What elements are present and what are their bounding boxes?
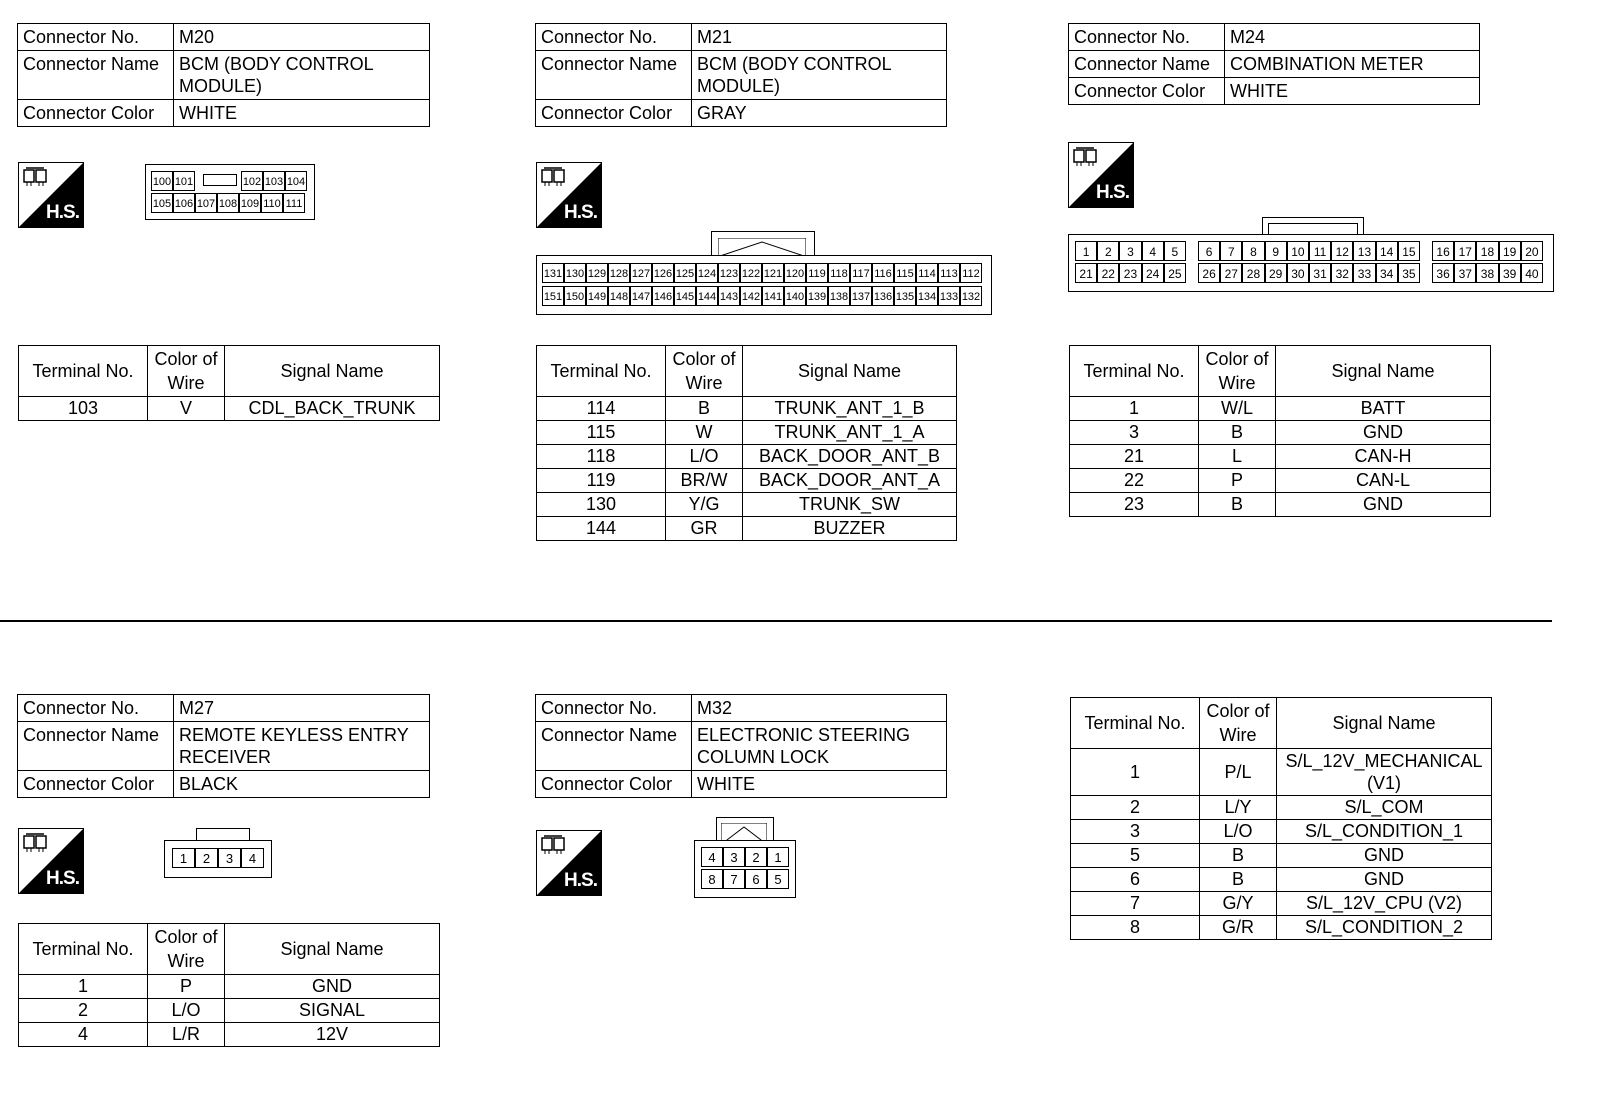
terminal-wire-cell: L/Y <box>1200 796 1277 820</box>
header-terminal-no: Terminal No. <box>537 346 666 397</box>
pin: 104 <box>285 171 307 191</box>
terminal-wire-cell: B <box>1200 844 1277 868</box>
label-connector-name: Connector Name <box>536 51 692 100</box>
header-signal-name: Signal Name <box>225 924 440 975</box>
pin: 144 <box>696 286 718 306</box>
header-color-of-wire: Color of Wire <box>148 924 225 975</box>
terminal-no-cell: 3 <box>1070 421 1199 445</box>
terminal-no-cell: 23 <box>1070 493 1199 517</box>
pin: 125 <box>674 263 696 283</box>
pin: 120 <box>784 263 806 283</box>
pin: 25 <box>1164 263 1186 283</box>
pin: 2 <box>195 848 218 868</box>
pin: 36 <box>1432 263 1454 283</box>
pin: 8 <box>701 869 723 889</box>
terminal-wire-cell: P/L <box>1200 749 1277 796</box>
terminal-signal-cell: BACK_DOOR_ANT_B <box>743 445 957 469</box>
connector-color-value: WHITE <box>692 771 947 798</box>
pin: 108 <box>217 193 239 213</box>
terminal-signal-cell: GND <box>1276 421 1491 445</box>
terminal-wire-cell: B <box>666 397 743 421</box>
pin: 13 <box>1353 241 1375 261</box>
pin: 116 <box>872 263 894 283</box>
terminal-table-m27 <box>18 923 440 1047</box>
terminal-wire-cell: Y/G <box>666 493 743 517</box>
label-connector-no: Connector No. <box>18 695 174 722</box>
pin: 123 <box>718 263 740 283</box>
terminal-wire-cell: GR <box>666 517 743 541</box>
terminal-signal-cell: S/L_CONDITION_1 <box>1277 820 1492 844</box>
terminal-wire-cell: G/Y <box>1200 892 1277 916</box>
connector-color-value: GRAY <box>692 100 947 127</box>
terminal-wire-cell: BR/W <box>666 469 743 493</box>
table-row <box>1071 868 1492 892</box>
terminal-signal-cell: SIGNAL <box>225 999 440 1023</box>
table-row <box>537 397 957 421</box>
pin: 122 <box>740 263 762 283</box>
pin: 34 <box>1376 263 1398 283</box>
terminal-wire-cell: W <box>666 421 743 445</box>
connector-info-m20 <box>17 23 430 127</box>
terminal-no-cell: 22 <box>1070 469 1199 493</box>
pin: 24 <box>1142 263 1164 283</box>
pin: 22 <box>1097 263 1119 283</box>
pin: 149 <box>586 286 608 306</box>
pin: 3 <box>1119 241 1141 261</box>
label-connector-no: Connector No. <box>1069 24 1225 51</box>
terminal-no-cell: 144 <box>537 517 666 541</box>
header-color-of-wire: Color of Wire <box>666 346 743 397</box>
pin: 110 <box>261 193 283 213</box>
terminal-wire-cell: B <box>1199 493 1276 517</box>
pin: 117 <box>850 263 872 283</box>
pin: 129 <box>586 263 608 283</box>
table-row <box>1070 445 1491 469</box>
connector-name-value: BCM (BODY CONTROL MODULE) <box>692 51 947 100</box>
table-row <box>537 493 957 517</box>
terminal-table-m32 <box>1070 697 1492 940</box>
connector-info-m24 <box>1068 23 1480 105</box>
pin: 31 <box>1309 263 1331 283</box>
connector-no-value: M24 <box>1225 24 1480 51</box>
pin: 19 <box>1499 241 1521 261</box>
connector-color-value: BLACK <box>174 771 430 798</box>
pin: 12 <box>1331 241 1353 261</box>
connector-name-value: COMBINATION METER <box>1225 51 1480 78</box>
connector-info-m32 <box>535 694 947 798</box>
terminal-signal-cell: TRUNK_ANT_1_B <box>743 397 957 421</box>
pin: 121 <box>762 263 784 283</box>
terminal-signal-cell: GND <box>1276 493 1491 517</box>
pin: 128 <box>608 263 630 283</box>
pin: 141 <box>762 286 784 306</box>
terminal-wire-cell: P <box>1199 469 1276 493</box>
label-connector-name: Connector Name <box>536 722 692 771</box>
pin: 111 <box>283 193 305 213</box>
pin: 5 <box>767 869 789 889</box>
pin: 29 <box>1265 263 1287 283</box>
pin: 137 <box>850 286 872 306</box>
terminal-signal-cell: GND <box>225 975 440 999</box>
connector-no-value: M32 <box>692 695 947 722</box>
header-terminal-no: Terminal No. <box>1070 346 1199 397</box>
table-row <box>1070 469 1491 493</box>
terminal-signal-cell: S/L_CONDITION_2 <box>1277 916 1492 940</box>
section-divider <box>0 620 1552 622</box>
connector-lock <box>203 174 237 186</box>
terminal-wire-cell: W/L <box>1199 397 1276 421</box>
pin: 15 <box>1398 241 1420 261</box>
table-row <box>1070 421 1491 445</box>
hs-label: H.S. <box>564 870 597 891</box>
table-row <box>19 397 440 421</box>
table-row <box>1071 820 1492 844</box>
connector-info-m27 <box>17 694 430 798</box>
connector-name-value: REMOTE KEYLESS ENTRY RECEIVER <box>174 722 430 771</box>
pin: 14 <box>1376 241 1398 261</box>
connector-color-value: WHITE <box>174 100 430 127</box>
label-connector-no: Connector No. <box>18 24 174 51</box>
terminal-no-cell: 103 <box>19 397 148 421</box>
terminal-no-cell: 2 <box>1071 796 1200 820</box>
terminal-table-m24 <box>1069 345 1491 517</box>
pin: 32 <box>1331 263 1353 283</box>
label-connector-name: Connector Name <box>1069 51 1225 78</box>
table-row <box>1071 916 1492 940</box>
pin: 139 <box>806 286 828 306</box>
pin: 127 <box>630 263 652 283</box>
table-row <box>1071 749 1492 796</box>
connector-face-m24 <box>1068 234 1554 292</box>
terminal-signal-cell: BUZZER <box>743 517 957 541</box>
pin: 7 <box>723 869 745 889</box>
table-row <box>537 421 957 445</box>
pin: 7 <box>1220 241 1242 261</box>
pin: 8 <box>1242 241 1264 261</box>
terminal-table-m20 <box>18 345 440 421</box>
terminal-no-cell: 1 <box>1071 749 1200 796</box>
pin: 101 <box>173 171 195 191</box>
hs-label: H.S. <box>46 868 79 889</box>
terminal-no-cell: 130 <box>537 493 666 517</box>
table-row <box>537 517 957 541</box>
pin: 109 <box>239 193 261 213</box>
connector-no-value: M21 <box>692 24 947 51</box>
terminal-wire-cell: P <box>148 975 225 999</box>
pin: 16 <box>1432 241 1454 261</box>
terminal-no-cell: 118 <box>537 445 666 469</box>
header-signal-name: Signal Name <box>1276 346 1491 397</box>
pin: 132 <box>960 286 982 306</box>
pin: 38 <box>1476 263 1498 283</box>
connector-no-value: M27 <box>174 695 430 722</box>
pin: 133 <box>938 286 960 306</box>
terminal-signal-cell: S/L_12V_CPU (V2) <box>1277 892 1492 916</box>
terminal-table-m21 <box>536 345 957 541</box>
terminal-no-cell: 2 <box>19 999 148 1023</box>
header-terminal-no: Terminal No. <box>19 346 148 397</box>
connector-color-value: WHITE <box>1225 78 1480 105</box>
pin: 151 <box>542 286 564 306</box>
pin: 148 <box>608 286 630 306</box>
terminal-wire-cell: B <box>1200 868 1277 892</box>
terminal-no-cell: 3 <box>1071 820 1200 844</box>
pin: 103 <box>263 171 285 191</box>
label-connector-color: Connector Color <box>18 771 174 798</box>
label-connector-name: Connector Name <box>18 51 174 100</box>
terminal-signal-cell: GND <box>1277 868 1492 892</box>
pin: 20 <box>1521 241 1543 261</box>
terminal-wire-cell: V <box>148 397 225 421</box>
pin: 126 <box>652 263 674 283</box>
pin: 27 <box>1220 263 1242 283</box>
hs-icon <box>18 828 84 894</box>
terminal-wire-cell: L/O <box>666 445 743 469</box>
pin: 134 <box>916 286 938 306</box>
pin: 135 <box>894 286 916 306</box>
terminal-wire-cell: L <box>1199 445 1276 469</box>
connector-face-m32 <box>694 840 796 898</box>
terminal-signal-cell: 12V <box>225 1023 440 1047</box>
pin: 3 <box>218 848 241 868</box>
label-connector-color: Connector Color <box>536 771 692 798</box>
pin: 118 <box>828 263 850 283</box>
pin: 1 <box>1075 241 1097 261</box>
terminal-no-cell: 6 <box>1071 868 1200 892</box>
terminal-wire-cell: B <box>1199 421 1276 445</box>
terminal-wire-cell: L/O <box>1200 820 1277 844</box>
connector-face-m27 <box>164 840 272 878</box>
terminal-no-cell: 115 <box>537 421 666 445</box>
pin: 100 <box>151 171 173 191</box>
pin: 136 <box>872 286 894 306</box>
header-color-of-wire: Color of Wire <box>148 346 225 397</box>
table-row <box>19 1023 440 1047</box>
hs-icon <box>536 830 602 896</box>
header-signal-name: Signal Name <box>1277 698 1492 749</box>
header-signal-name: Signal Name <box>743 346 957 397</box>
connector-name-value: BCM (BODY CONTROL MODULE) <box>174 51 430 100</box>
label-connector-no: Connector No. <box>536 695 692 722</box>
pin: 4 <box>1142 241 1164 261</box>
table-row <box>19 975 440 999</box>
pin: 150 <box>564 286 586 306</box>
pin: 130 <box>564 263 586 283</box>
pin: 1 <box>172 848 195 868</box>
terminal-no-cell: 1 <box>19 975 148 999</box>
pin: 23 <box>1119 263 1141 283</box>
pin: 145 <box>674 286 696 306</box>
pin: 4 <box>241 848 264 868</box>
pin: 9 <box>1265 241 1287 261</box>
pin: 143 <box>718 286 740 306</box>
table-row <box>19 999 440 1023</box>
terminal-signal-cell: CDL_BACK_TRUNK <box>225 397 440 421</box>
pin: 124 <box>696 263 718 283</box>
terminal-signal-cell: BATT <box>1276 397 1491 421</box>
pin: 2 <box>745 847 767 867</box>
label-connector-no: Connector No. <box>536 24 692 51</box>
pin: 26 <box>1198 263 1220 283</box>
pin: 147 <box>630 286 652 306</box>
table-row <box>537 469 957 493</box>
pin: 112 <box>960 263 982 283</box>
pin: 107 <box>195 193 217 213</box>
pin: 102 <box>241 171 263 191</box>
terminal-no-cell: 4 <box>19 1023 148 1047</box>
label-connector-name: Connector Name <box>18 722 174 771</box>
terminal-signal-cell: S/L_COM <box>1277 796 1492 820</box>
pin: 131 <box>542 263 564 283</box>
terminal-signal-cell: BACK_DOOR_ANT_A <box>743 469 957 493</box>
connector-name-value: ELECTRONIC STEERING COLUMN LOCK <box>692 722 947 771</box>
label-connector-color: Connector Color <box>536 100 692 127</box>
header-color-of-wire: Color of Wire <box>1200 698 1277 749</box>
hs-label: H.S. <box>564 202 597 223</box>
connector-face-m20 <box>145 164 315 220</box>
pin: 119 <box>806 263 828 283</box>
terminal-signal-cell: TRUNK_ANT_1_A <box>743 421 957 445</box>
pin: 37 <box>1454 263 1476 283</box>
pin: 18 <box>1476 241 1498 261</box>
connector-info-m21 <box>535 23 947 127</box>
pin: 11 <box>1309 241 1331 261</box>
terminal-signal-cell: S/L_12V_MECHANICAL (V1) <box>1277 749 1492 796</box>
header-color-of-wire: Color of Wire <box>1199 346 1276 397</box>
pin: 142 <box>740 286 762 306</box>
table-row <box>1071 892 1492 916</box>
pin: 3 <box>723 847 745 867</box>
pin: 30 <box>1287 263 1309 283</box>
pin: 10 <box>1287 241 1309 261</box>
table-row <box>1070 397 1491 421</box>
terminal-no-cell: 114 <box>537 397 666 421</box>
table-row <box>537 445 957 469</box>
label-connector-color: Connector Color <box>18 100 174 127</box>
pin: 33 <box>1353 263 1375 283</box>
pin: 105 <box>151 193 173 213</box>
terminal-no-cell: 7 <box>1071 892 1200 916</box>
pin: 106 <box>173 193 195 213</box>
hs-icon <box>1068 142 1134 208</box>
pin: 39 <box>1499 263 1521 283</box>
pin: 6 <box>745 869 767 889</box>
terminal-signal-cell: GND <box>1277 844 1492 868</box>
table-row <box>1071 844 1492 868</box>
pin: 28 <box>1242 263 1264 283</box>
pin: 115 <box>894 263 916 283</box>
header-terminal-no: Terminal No. <box>1071 698 1200 749</box>
pin: 35 <box>1398 263 1420 283</box>
terminal-wire-cell: L/R <box>148 1023 225 1047</box>
pin: 40 <box>1521 263 1543 283</box>
pin: 113 <box>938 263 960 283</box>
pin: 21 <box>1075 263 1097 283</box>
terminal-no-cell: 1 <box>1070 397 1199 421</box>
pin: 138 <box>828 286 850 306</box>
connector-no-value: M20 <box>174 24 430 51</box>
terminal-wire-cell: L/O <box>148 999 225 1023</box>
label-connector-color: Connector Color <box>1069 78 1225 105</box>
hs-icon <box>18 162 84 228</box>
hs-label: H.S. <box>46 202 79 223</box>
pin: 2 <box>1097 241 1119 261</box>
hs-icon <box>536 162 602 228</box>
terminal-signal-cell: CAN-L <box>1276 469 1491 493</box>
header-signal-name: Signal Name <box>225 346 440 397</box>
pin: 4 <box>701 847 723 867</box>
terminal-wire-cell: G/R <box>1200 916 1277 940</box>
header-terminal-no: Terminal No. <box>19 924 148 975</box>
pin: 1 <box>767 847 789 867</box>
terminal-no-cell: 8 <box>1071 916 1200 940</box>
pin: 5 <box>1164 241 1186 261</box>
pin: 17 <box>1454 241 1476 261</box>
pin: 146 <box>652 286 674 306</box>
pin: 114 <box>916 263 938 283</box>
terminal-no-cell: 119 <box>537 469 666 493</box>
terminal-no-cell: 5 <box>1071 844 1200 868</box>
hs-label: H.S. <box>1096 182 1129 203</box>
table-row <box>1070 493 1491 517</box>
pin: 6 <box>1198 241 1220 261</box>
terminal-signal-cell: CAN-H <box>1276 445 1491 469</box>
terminal-signal-cell: TRUNK_SW <box>743 493 957 517</box>
pin: 140 <box>784 286 806 306</box>
connector-face-m21 <box>536 255 992 315</box>
table-row <box>1071 796 1492 820</box>
terminal-no-cell: 21 <box>1070 445 1199 469</box>
